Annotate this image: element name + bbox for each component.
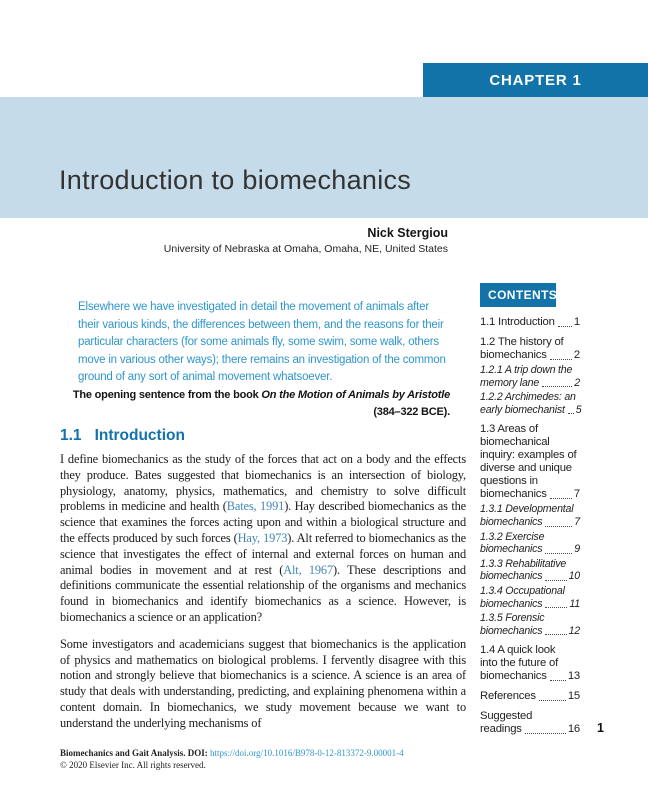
dotted-leader	[545, 634, 566, 635]
epigraph-text	[78, 299, 450, 387]
section-number: 1.1	[60, 427, 82, 444]
toc-page-number: 7	[573, 488, 580, 501]
toc-entry	[480, 710, 580, 736]
footer-doi-link[interactable]: https://doi.org/10.1016/B978-0-12-813372-9.00001-4	[210, 748, 404, 758]
toc-page-number: 12	[568, 624, 580, 637]
footer-copyright: © 2020 Elsevier Inc. All rights reserved.	[60, 760, 206, 770]
attribution-prefix: The opening sentence from the book	[72, 388, 262, 401]
toc-entry-label: readings	[480, 723, 522, 736]
section-title: Introduction	[94, 427, 185, 444]
paragraph-text: I define biomechanics as the study of the forces that act on a body and the effects they produce. Bates suggested that biomechanics is an intersection of biology, physiology, anatomy, physics, mathematics, and chemistry to solve difficult problems in medicine and health (	[60, 452, 466, 514]
toc-page-number: 5	[575, 403, 582, 416]
epigraph	[72, 299, 450, 422]
page-title: Introduction to biomechanics	[59, 165, 412, 195]
dotted-leader	[545, 553, 572, 554]
toc-page-number: 7	[574, 515, 580, 528]
epigraph-line: ground of any sort of animal movement whatsoever.	[78, 371, 333, 383]
toc-page-number: 16	[567, 723, 580, 736]
epigraph-attribution	[72, 387, 450, 422]
dotted-leader	[545, 607, 567, 608]
epigraph-line: move in various other ways); there remains an investigation of the common	[78, 353, 446, 366]
toc-entry-label: biomechanics	[480, 488, 547, 501]
paragraph-text: ). These descriptions and definitions communicate the essential relationship of the organisms and mechanics found in biomechanics and identify biomechanics as a science. However, is biomechanics a science or an application?	[60, 562, 466, 624]
toc-entry-label: 1.3.5 Forensic	[480, 612, 545, 625]
attribution-source: On the Motion of Animals by Aristotle	[261, 388, 450, 401]
chapter-banner	[423, 63, 648, 97]
author-block	[60, 226, 448, 255]
toc-entry	[480, 612, 580, 637]
toc-page-number: 11	[569, 597, 580, 610]
toc-entry-label: 1.1 Introduction	[480, 316, 555, 328]
toc-page-number: 9	[574, 543, 580, 556]
toc-entry-label: Suggested	[480, 710, 533, 723]
contents-sidebar	[480, 283, 580, 736]
toc-entry	[480, 531, 580, 556]
toc-page-number: 10	[568, 570, 580, 583]
toc-entry-label: memory lane	[480, 376, 540, 389]
toc-entry-label: biomechanics	[480, 349, 547, 361]
toc-entry-label: questions in	[480, 475, 538, 488]
dotted-leader	[545, 526, 572, 527]
footer-doi-label: DOI:	[187, 748, 208, 758]
citation-link[interactable]: Alt, 1967	[283, 562, 334, 577]
toc-entry-label: biomechanics	[480, 624, 543, 637]
toc-entry	[480, 644, 580, 683]
paragraph-text: ). Alt referred to biomechanics as the science that investigates the effect of internal and external forces on human and animal bodies in movement and at rest (	[60, 530, 466, 577]
toc-entry-label: biomechanics	[480, 670, 547, 683]
toc-entry-label: inquiry: examples of	[480, 449, 577, 462]
toc-entry	[480, 690, 580, 703]
toc-entry-label: 1.3.3 Rehabilitative	[480, 557, 567, 570]
toc-entry-label: biomechanics	[480, 515, 543, 528]
toc-entry-label: diverse and unique	[480, 462, 572, 475]
contents-list	[480, 316, 580, 736]
toc-entry-label: into the future of	[480, 657, 559, 670]
toc-entry-label: biomechanics	[480, 570, 543, 583]
paragraph	[60, 452, 466, 626]
title-band	[0, 97, 648, 218]
toc-entry-label: 1.2.2 Archimedes: an	[480, 391, 576, 404]
section-heading	[60, 427, 185, 445]
epigraph-line: particular characters (for some animals fly, some swim, some walk, others	[78, 336, 439, 348]
toc-entry-label: early biomechanist	[480, 403, 565, 416]
toc-entry-label: 1.4 A quick look	[480, 644, 556, 657]
contents-header	[480, 283, 556, 307]
dotted-leader	[525, 733, 566, 734]
toc-entry-label: References	[480, 690, 536, 703]
toc-entry-label: 1.2 The history of	[480, 336, 564, 348]
epigraph-line: their various kinds, the differences between them, and the reasons for their	[78, 318, 444, 331]
body-paragraphs	[60, 452, 466, 748]
dotted-leader	[550, 680, 566, 681]
dotted-leader	[545, 580, 566, 581]
toc-page-number: 2	[574, 376, 580, 389]
toc-page-number: 2	[573, 349, 580, 361]
contents-title: CONTENTS	[488, 288, 558, 302]
chapter-label: CHAPTER 1	[489, 71, 582, 89]
toc-entry	[480, 364, 580, 389]
dotted-leader	[542, 386, 572, 387]
attribution-date: (384–322 BCE).	[373, 406, 450, 418]
toc-entry-label: biomechanics	[480, 597, 543, 610]
toc-entry-label: biomechanical	[480, 436, 550, 449]
toc-entry	[480, 316, 580, 329]
toc-page-number: 13	[567, 670, 580, 683]
toc-entry	[480, 585, 580, 610]
toc-entry-label: 1.3.1 Developmental	[480, 503, 574, 516]
citation-link[interactable]: Hay, 1973	[237, 530, 288, 545]
toc-entry	[480, 558, 580, 583]
page-number: 1	[597, 721, 604, 735]
dotted-leader	[558, 326, 572, 327]
dotted-leader	[550, 359, 572, 360]
author-name: Nick Stergiou	[367, 226, 448, 240]
paragraph	[60, 637, 466, 732]
author-affiliation: University of Nebraska at Omaha, Omaha, NE, United States	[163, 243, 448, 255]
footer	[60, 747, 404, 771]
paragraph-text: ). Hay described biomechanics as the science that examines the forces acting upon and within a biological structure and the effects produced by such forces (	[60, 499, 466, 545]
dotted-leader	[539, 700, 566, 701]
attribution-line	[72, 387, 450, 405]
toc-entry	[480, 423, 580, 501]
toc-entry	[480, 391, 580, 416]
toc-page-number: 1	[573, 316, 580, 328]
toc-entry	[480, 336, 580, 362]
toc-entry-label: biomechanics	[480, 543, 543, 556]
paragraph-text: Some investigators and academicians suggest that biomechanics is the application of physics and mathematics on biological problems. I fervently disagree with this notion and strongly believe that biomechanics is a science. A science is an area of study that deals with understanding, predicting, and explaining phenomena within a content domain. In biomechanics, we study movement because we want to understand the underlying mechanisms of	[60, 636, 466, 730]
epigraph-line: Elsewhere we have investigated in detail the movement of animals after	[78, 301, 430, 313]
citation-link[interactable]: Bates, 1991	[226, 499, 285, 514]
dotted-leader	[550, 498, 572, 499]
toc-entry-label: 1.2.1 A trip down the	[480, 364, 573, 376]
toc-entry	[480, 503, 580, 528]
dotted-leader	[568, 413, 574, 414]
footer-book-title: Biomechanics and Gait Analysis.	[60, 748, 186, 758]
toc-entry-label: 1.3.2 Exercise	[480, 530, 545, 543]
toc-page-number: 15	[567, 690, 580, 703]
toc-entry-label: 1.3 Areas of	[480, 423, 538, 436]
footer-doi-line	[60, 747, 404, 759]
toc-entry-label: 1.3.4 Occupational	[480, 584, 565, 597]
